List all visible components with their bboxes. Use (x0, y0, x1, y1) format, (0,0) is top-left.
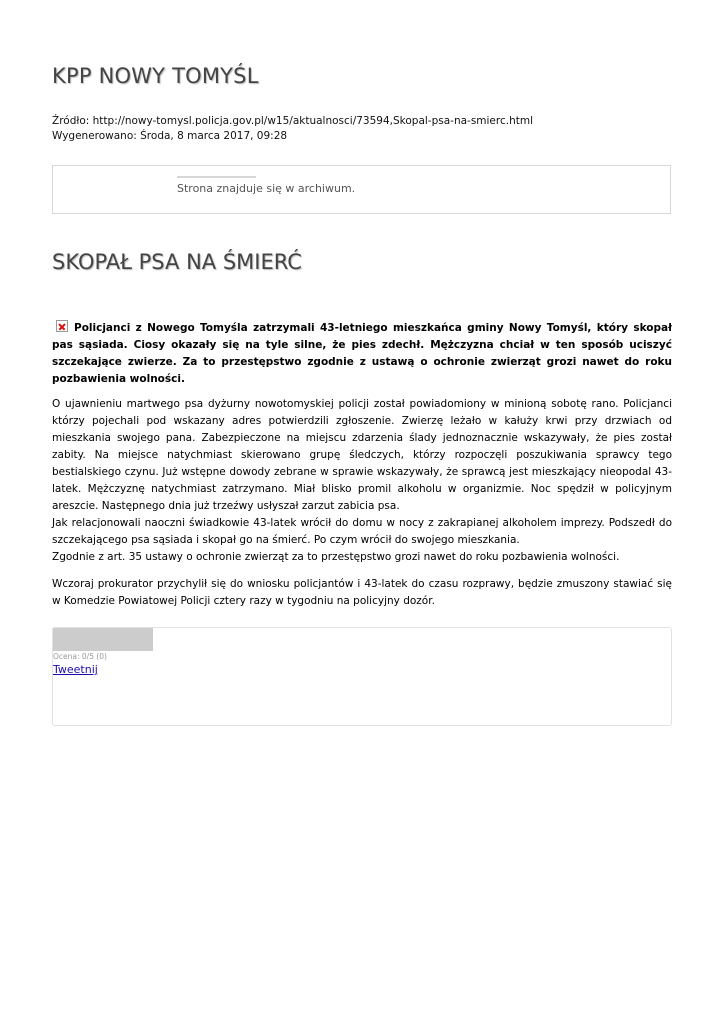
article-paragraph: Zgodnie z art. 35 ustawy o ochronie zwierząt za to przestępstwo grozi nawet do roku pozbawienia wolności. (52, 551, 620, 563)
article-lead-text: Policjanci z Nowego Tomyśla zatrzymali 43-letniego mieszkańca gminy Nowy Tomyśl, który skopał pas sąsiada. Ciosy okazały się na tyle silne, że pies zdechł. Mężczyzna chciał w ten sposób uciszyć szczekające zwierze. Za to przestępstwo zgodnie z ustawą o ochronie zwierząt grozi nawet do roku pozbawienia wolności. (52, 322, 672, 385)
article-paragraph: Jak relacjonowali naoczni świadkowie 43-latek wrócił do domu w nocy z zakrapianej alkoholem imprezy. Podszedł do szczekającego psa sąsiada i skopał go na śmierć. Po czym wrócił do swojego mieszkania. (52, 517, 672, 546)
article-content (52, 320, 672, 610)
generated-date: Wygenerowano: Środa, 8 marca 2017, 09:28 (52, 129, 288, 142)
article-paragraph: O ujawnieniu martwego psa dyżurny nowotomyskiej policji został powiadomiony w minioną sobotę rano. Policjanci którzy pojechali pod wskazany adres potwierdzili zgłoszenie. Zwierzę leżało w kałuży krwi przy drzwiach od mieszkania swojego pana. Zabezpieczone na miejscu zdarzenia ślady jednoznacznie wskazywały, że pies został zabity. Na miejsce natychmiast skierowano grupę śledczych, którzy rozpoczęli poszukiwania sprawcy tego bestialskiego czynu. Już wstępne dowody zebrane w sprawie wskazywały, że sprawcą jest mieszkający nieopodal 43-latek. Mężczyznę natychmiast zatrzymano. Miał blisko promil alkoholu w organizmie. Noc spędził w policyjnym areszcie. Następnego dnia już trzeźwy usłyszał zarzut zabicia psa. (52, 398, 672, 512)
rating-stars-widget[interactable] (53, 628, 153, 651)
article-lead (52, 320, 672, 388)
source-url: Źródło: http://nowy-tomysl.policja.gov.pl/w15/aktualnosci/73594,Skopal-psa-na-smierc.html (52, 115, 534, 127)
rating-box (52, 627, 672, 726)
tweet-link[interactable]: Tweetnij (53, 663, 98, 676)
archive-notice: Strona znajduje się w archiwum. (177, 182, 356, 195)
archive-notice-box (52, 165, 671, 214)
article-paragraph: Wczoraj prokurator przychylił się do wniosku policjantów i 43-latek do czasu rozprawy, będzie zmuszony stawiać się w Komedzie Powiatowej Policji cztery razy w tygodniu na policyjny dozór. (52, 578, 672, 607)
broken-image-icon (56, 320, 68, 332)
site-title: KPP NOWY TOMYŚL (52, 64, 259, 88)
archive-divider (177, 176, 256, 178)
document-meta (52, 114, 533, 143)
rating-text: Ocena: 0/5 (0) (53, 652, 107, 661)
article-title: SKOPAŁ PSA NA ŚMIERĆ (52, 250, 302, 274)
